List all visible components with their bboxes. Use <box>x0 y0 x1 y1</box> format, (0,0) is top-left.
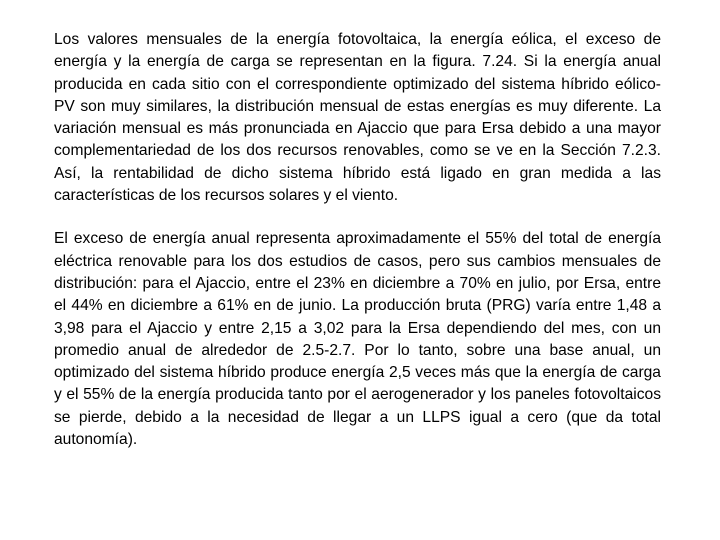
paragraph-energy-distribution: Los valores mensuales de la energía fotovoltaica, la energía eólica, el exceso de energía y la energía de carga se representan en la figura. 7.24. Si la energía anual producida en cada sitio con el correspondiente optimizado del sistema híbrido eólico-PV son muy similares, la distribución mensual de estas energías es muy diferente. La variación mensual es más pronunciada en Ajaccio que para Ersa debido a una mayor complementariedad de los dos recursos renovables, como se ve en la Sección 7.2.3. Así, la rentabilidad de dicho sistema híbrido está ligado en gran medida a las características de los recursos solares y el viento. <box>54 31 661 205</box>
paragraph-excess-energy: El exceso de energía anual representa aproximadamente el 55% del total de energía eléctrica renovable para los dos estudios de casos, pero sus cambios mensuales de distribución: para el Ajaccio, entre el 23% en diciembre a 70% en julio, por Ersa, entre el 44% en diciembre a 61% en de junio. La producción bruta (PRG) varía entre 1,48 a 3,98 para el Ajaccio y entre 2,15 a 3,02 para la Ersa dependiendo del mes, con un promedio anual de alrededor de 2.5-2.7. Por lo tanto, sobre una base anual, un optimizado del sistema híbrido produce energía 2,5 veces más que la energía de carga y el 55% de la energía producida tanto por el aerogenerador y los paneles fotovoltaicos se pierde, debido a la necesidad de llegar a un LLPS igual a cero (que da total autonomía). <box>54 230 661 449</box>
document-page <box>54 29 661 451</box>
